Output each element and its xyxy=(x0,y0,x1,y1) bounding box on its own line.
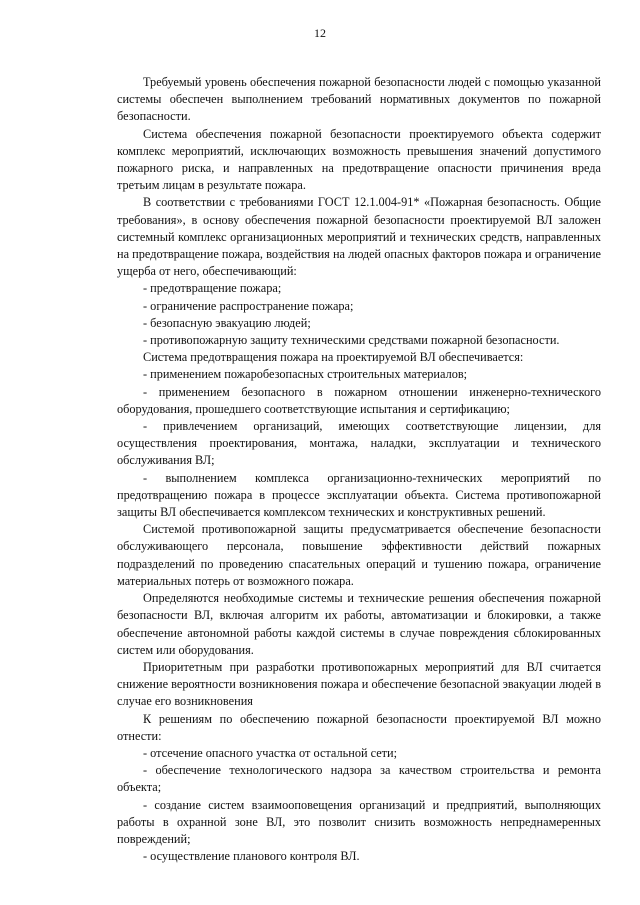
list-item: - противопожарную защиту техническими средствами пожарной безопасности. xyxy=(143,333,560,348)
paragraph: Требуемый уровень обеспечения пожарной безопасности людей с помощью указанной системы обеспечен выполнением требований нормативных документов по пожарной безопасности. xyxy=(117,75,601,124)
list-item: - отсечение опасного участка от остальной сети; xyxy=(143,745,398,760)
document-body xyxy=(117,74,601,865)
paragraph: В соответствии с требованиями ГОСТ 12.1.004-91* «Пожарная безопасность. Общие требования», в основу обеспечения пожарной безопасности проектируемой ВЛ заложен системный комплекс организационных мероприятий и технических средств, направленных на предотвращение пожара, воздействия на людей опасных факторов пожара и ограничение ущерба от него, обеспечивающий: xyxy=(117,195,601,279)
page-number: 12 xyxy=(314,26,326,40)
list-item: - обеспечение технологического надзора за качеством строительства и ремонта объекта; xyxy=(117,763,601,795)
paragraph: Система предотвращения пожара на проектируемой ВЛ обеспечивается: xyxy=(143,350,524,365)
list-item: - безопасную эвакуацию людей; xyxy=(143,315,311,330)
list-item: - привлечением организаций, имеющих соответствующие лицензии, для осуществления проектирования, монтажа, наладки, эксплуатации и технического обслуживания ВЛ; xyxy=(117,419,601,468)
paragraph: Определяются необходимые системы и технические решения обеспечения пожарной безопасности ВЛ, включая алгоритм их работы, автоматизации и блокировки, а также обеспечение автономной работы каждой системы в случае повреждения сблокированных систем или оборудования. xyxy=(117,591,601,657)
list-item: - применением пожаробезопасных строительных материалов; xyxy=(143,367,468,382)
paragraph: Приоритетным при разработки противопожарных мероприятий для ВЛ считается снижение вероятности возникновения пожара и обеспечение безопасной эвакуации людей в случае его возникновения xyxy=(117,659,601,709)
list-item: - предотвращение пожара; xyxy=(143,281,282,296)
paragraph: Системой противопожарной защиты предусматривается обеспечение безопасности обслуживающего персонала, повышение эффективности действий пожарных подразделений по проведению спасательных операций и тушению пожара, ограничение материальных потерь от возможного пожара. xyxy=(117,522,601,588)
list-item: - применением безопасного в пожарном отношении инженерно-технического оборудования, прошедшего соответствующие испытания и сертификацию; xyxy=(117,384,601,416)
list-item: - осуществление планового контроля ВЛ. xyxy=(143,849,360,864)
paragraph: Система обеспечения пожарной безопасности проектируемого объекта содержит комплекс мероприятий, исключающих возможность превышения значений допустимого пожарного риска, и направленных на предотвращение опасности причинения вреда третьим лицам в результате пожара. xyxy=(117,126,601,193)
paragraph: К решениям по обеспечению пожарной безопасности проектируемой ВЛ можно отнести: xyxy=(117,711,601,743)
list-item: - создание систем взаимооповещения организаций и предприятий, выполняющих работы в охранной зоне ВЛ, это позволит снизить возможность непреднамеренных повреждений; xyxy=(117,797,601,846)
list-item: - ограничение распространение пожара; xyxy=(143,298,354,313)
list-item: - выполнением комплекса организационно-технических мероприятий по предотвращению пожара в процессе эксплуатации объекта. Система противопожарной защиты ВЛ обеспечивается комплексом технических и конструктивных решений. xyxy=(117,470,601,520)
